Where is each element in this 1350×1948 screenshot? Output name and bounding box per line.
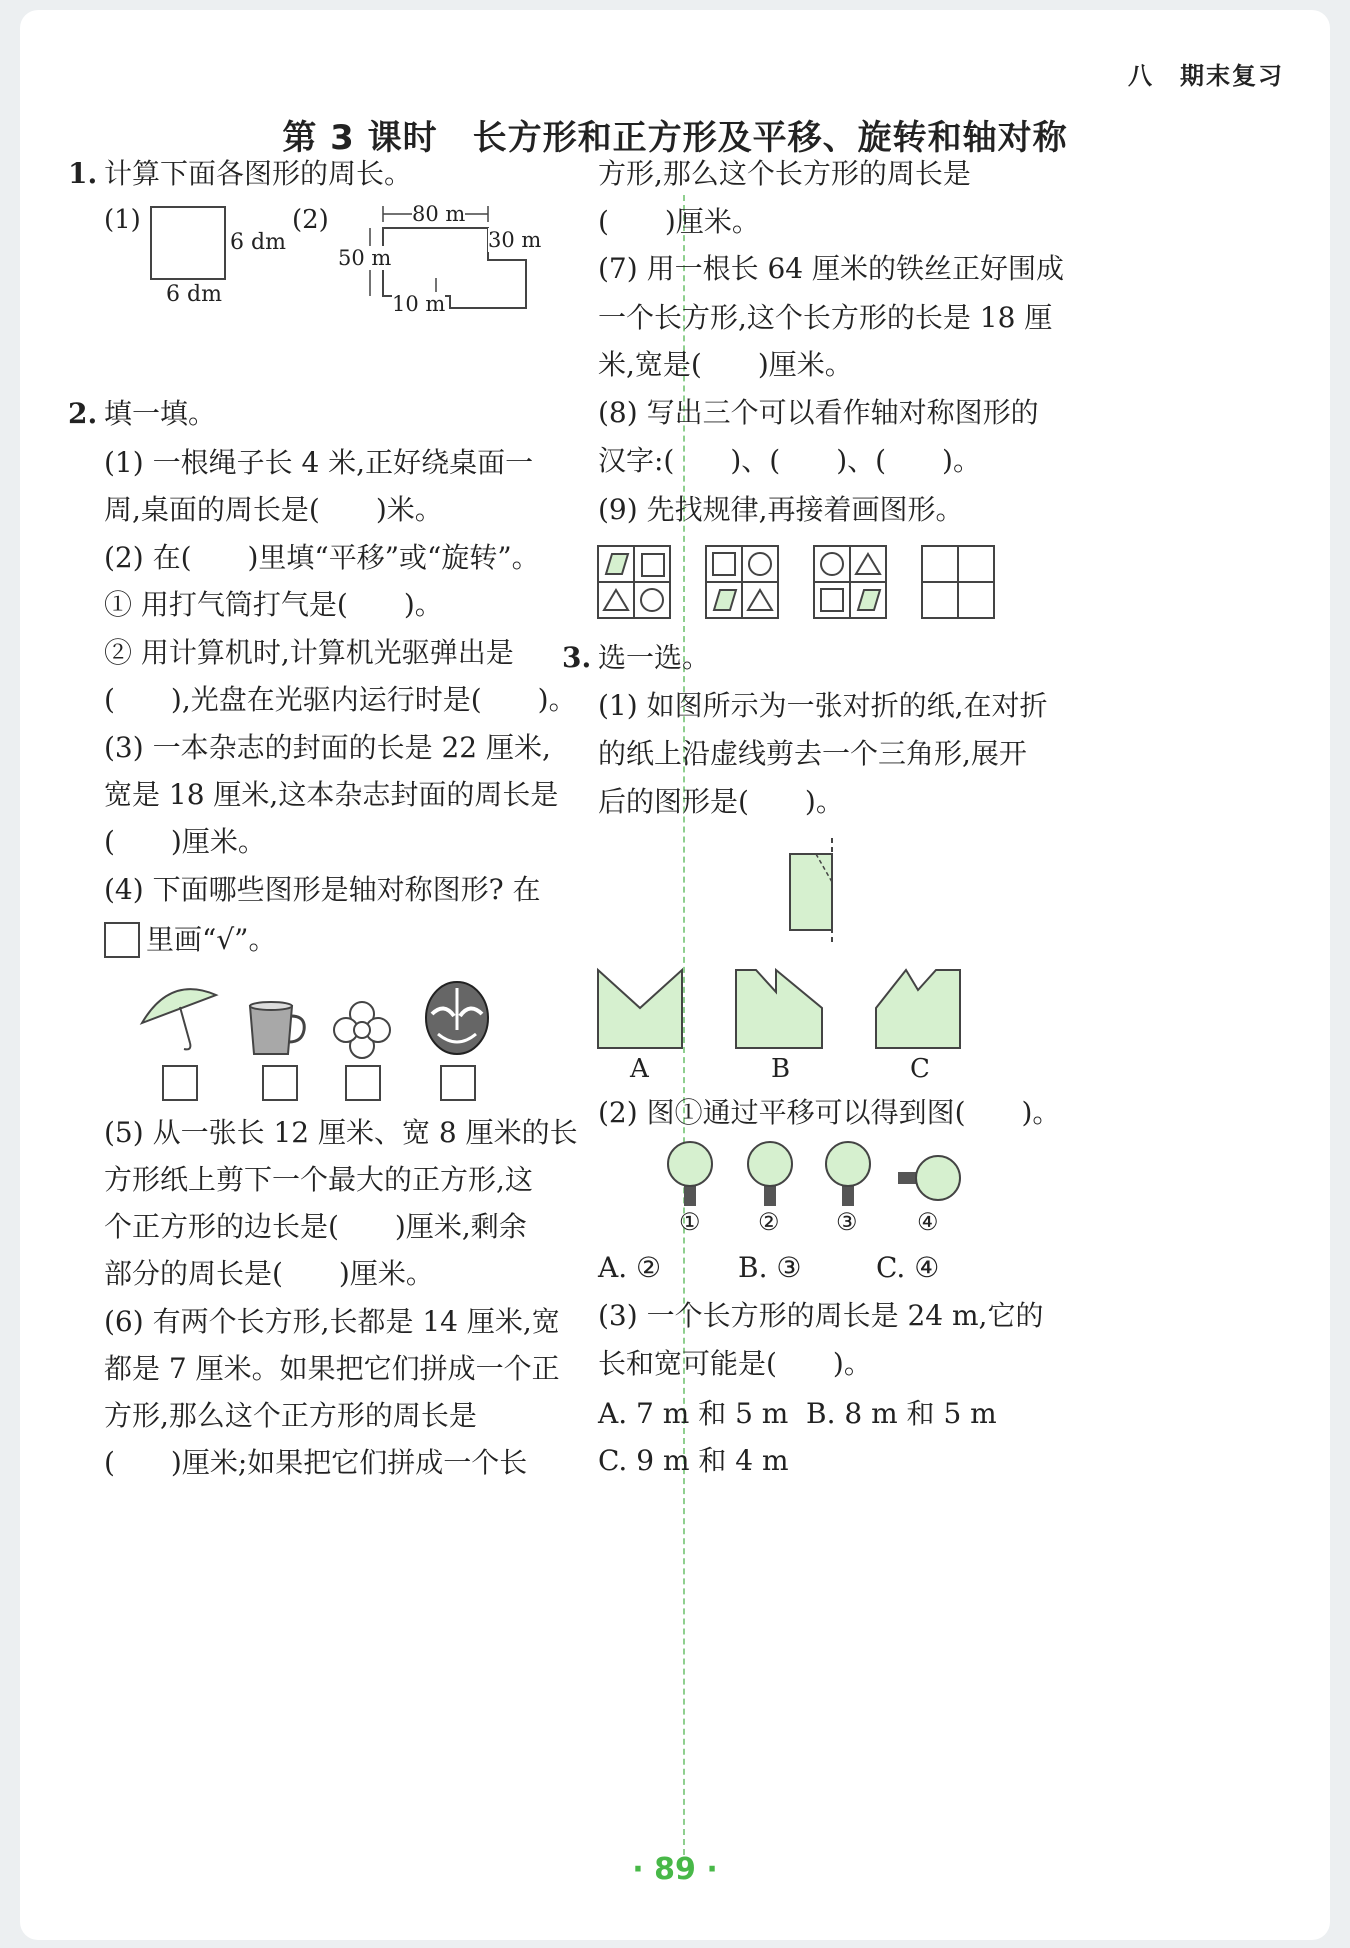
q3-p2-stem: (2) 图①通过平移可以得到图( )。	[598, 1096, 1061, 1129]
page-title: 第 3 课时 长方形和正方形及平移、旋转和轴对称	[282, 118, 1068, 158]
right-line: 方形,那么这个长方形的周长是	[598, 157, 971, 190]
q2-line: (3) 一本杂志的封面的长是 22 厘米,	[104, 731, 551, 764]
tree-label: ②	[758, 1208, 780, 1236]
q3-number: 3.	[562, 641, 592, 674]
q2-line: (4) 下面哪些图形是轴对称图形? 在	[104, 873, 541, 906]
cup-answer-box[interactable]	[262, 1065, 298, 1101]
opera-mask-icon	[424, 980, 490, 1056]
q2-line: 部分的周长是( )厘米。	[104, 1257, 434, 1290]
q2-line: 个正方形的边长是( )厘米,剩余	[104, 1210, 527, 1243]
q3-p3-line: 长和宽可能是( )。	[598, 1347, 872, 1380]
q1-fig2-label: (2)	[292, 205, 329, 235]
q3-p2-option-c: C. ④	[876, 1251, 940, 1284]
q2-line: (6) 有两个长方形,长都是 14 厘米,宽	[104, 1305, 560, 1338]
q2-line: (1) 一根绳子长 4 米,正好绕桌面一	[104, 446, 534, 479]
option-a-label: A	[630, 1054, 649, 1084]
q2-line: (2) 在( )里填“平移”或“旋转”。	[104, 541, 540, 574]
mask-answer-box[interactable]	[440, 1065, 476, 1101]
step-top-label: 80 m	[412, 202, 466, 226]
q2-line: 都是 7 厘米。如果把它们拼成一个正	[104, 1352, 560, 1385]
umbrella-icon	[140, 985, 220, 1055]
pattern-grid-1	[598, 546, 670, 618]
tree-icon	[818, 1140, 878, 1210]
q2-number: 2.	[68, 397, 98, 430]
step-right-label: 30 m	[488, 228, 542, 252]
cup-icon	[246, 1000, 308, 1058]
step-bottom-label: 10 m	[392, 292, 446, 316]
q2-line: ( )厘米;如果把它们拼成一个长	[104, 1446, 528, 1479]
right-line: ( )厘米。	[598, 205, 760, 238]
right-line: 米,宽是( )厘米。	[598, 348, 853, 381]
q3-line: (1) 如图所示为一张对折的纸,在对折	[598, 689, 1048, 722]
q2-stem: 填一填。	[104, 397, 217, 430]
q3-p3-option-b: B. 8 m 和 5 m	[806, 1397, 997, 1430]
umbrella-answer-box[interactable]	[162, 1065, 198, 1101]
q3-p2-option-a: A. ②	[598, 1251, 662, 1284]
page-number: · 89 ·	[632, 1852, 718, 1887]
section-header: 八 期末复习	[1128, 62, 1284, 90]
tree-label: ③	[836, 1208, 858, 1236]
q2-line: ( ),光盘在光驱内运行时是( )。	[104, 683, 577, 716]
pattern-grids	[596, 544, 1016, 624]
q3-p3-option-c: C. 9 m 和 4 m	[598, 1444, 789, 1477]
option-c-label: C	[910, 1054, 930, 1084]
tree-icon	[660, 1140, 720, 1210]
option-b-shape	[736, 970, 822, 1048]
flower-answer-box[interactable]	[345, 1065, 381, 1101]
square-figure	[150, 206, 226, 280]
square-bottom-label: 6 dm	[166, 282, 222, 307]
option-b-label: B	[771, 1054, 791, 1084]
right-line: 汉字:( )、( )、( )。	[598, 444, 981, 477]
q3-p2-option-b: B. ③	[738, 1251, 802, 1284]
q3-line: 的纸上沿虚线剪去一个三角形,展开	[598, 737, 1027, 770]
step-left-label: 50 m	[338, 246, 392, 270]
q2-line: 里画“√”。	[146, 923, 277, 956]
q2-line: 周,桌面的周长是( )米。	[104, 493, 443, 526]
q3-stem: 选一选。	[598, 641, 711, 674]
right-line: (9) 先找规律,再接着画图形。	[598, 493, 964, 526]
q2-line: 方形,那么这个正方形的周长是	[104, 1399, 477, 1432]
pattern-grid-2	[706, 546, 778, 618]
pattern-grid-3	[814, 546, 886, 618]
q3-p3-option-a: A. 7 m 和 5 m	[598, 1397, 789, 1430]
tree-label: ④	[917, 1208, 939, 1236]
q1-number: 1.	[68, 157, 98, 190]
square-side-label: 6 dm	[230, 230, 286, 255]
q2-line: 方形纸上剪下一个最大的正方形,这	[104, 1163, 533, 1196]
q1-fig1-label: (1)	[104, 205, 141, 235]
q2-line: ① 用打气筒打气是( )。	[104, 588, 443, 621]
tree-icon	[740, 1140, 800, 1210]
option-c-shape	[876, 970, 960, 1048]
right-line: (7) 用一根长 64 厘米的铁丝正好围成	[598, 252, 1064, 285]
right-line: (8) 写出三个可以看作轴对称图形的	[598, 396, 1039, 429]
tree-label: ①	[679, 1208, 701, 1236]
q2-line: ② 用计算机时,计算机光驱弹出是	[104, 636, 514, 669]
cut-paper-options	[596, 968, 976, 1058]
q2-line: 宽是 18 厘米,这本杂志封面的周长是	[104, 778, 559, 811]
q2-line: (5) 从一张长 12 厘米、宽 8 厘米的长	[104, 1116, 578, 1149]
pattern-grid-empty	[922, 546, 994, 618]
flower-icon	[332, 1000, 392, 1060]
rotated-tree-icon	[894, 1150, 964, 1210]
q2-line: ( )厘米。	[104, 825, 266, 858]
folded-paper-figure	[786, 838, 846, 948]
q3-line: 后的图形是( )。	[598, 785, 844, 818]
right-line: 一个长方形,这个长方形的长是 18 厘	[598, 301, 1053, 334]
q1-stem: 计算下面各图形的周长。	[104, 157, 413, 190]
q3-p3-line: (3) 一个长方形的周长是 24 m,它的	[598, 1299, 1044, 1332]
example-check-box	[104, 922, 140, 958]
option-a-shape	[598, 970, 682, 1048]
